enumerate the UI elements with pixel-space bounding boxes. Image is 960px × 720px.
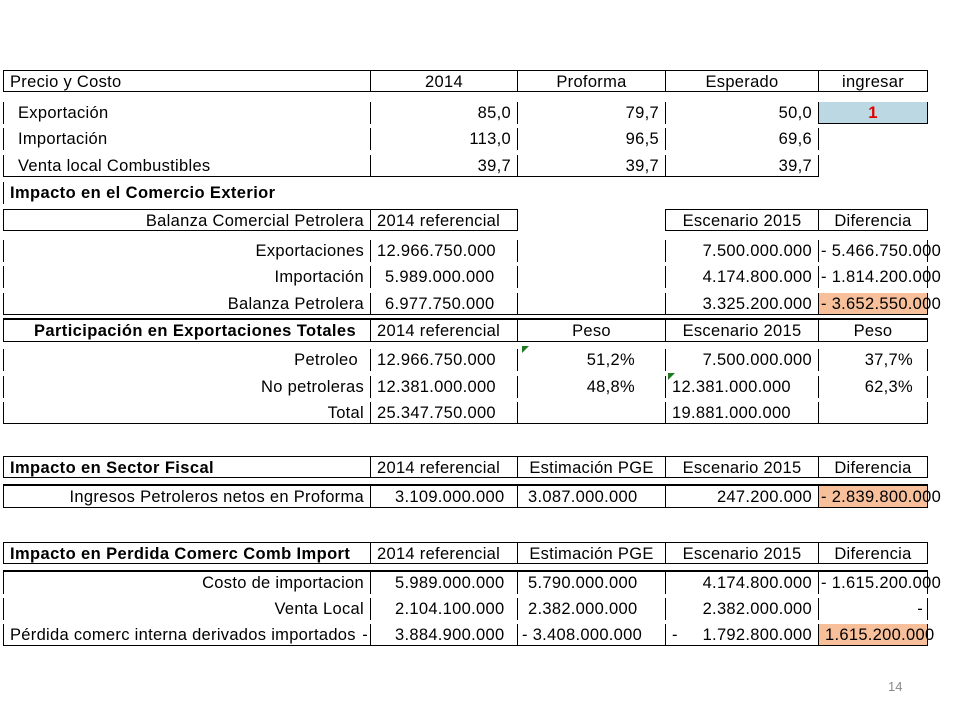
perdida-header-row xyxy=(3,542,928,564)
col-header-escenario: Escenario 2015 xyxy=(666,209,819,231)
table-row xyxy=(3,402,928,424)
perdida-title: Impacto en Perdida Comerc Comb Import xyxy=(3,542,371,564)
cell-value: 19.881.000.000 xyxy=(666,402,819,424)
table-row xyxy=(3,266,942,288)
cell-value-diferencia-highlight: 1.615.200.000 xyxy=(819,624,928,646)
comment-marker-icon xyxy=(668,373,675,380)
col-header-peso-2: Peso xyxy=(819,320,928,342)
col-header-estimacion-pge: Estimación PGE xyxy=(518,456,666,478)
col-header-ingresar: ingresar xyxy=(819,70,928,92)
cell-value: 25.347.750.000 xyxy=(371,402,518,424)
col-header-peso: Peso xyxy=(518,320,666,342)
col-header-escenario: Escenario 2015 xyxy=(666,542,819,564)
cell-value: 48,8% xyxy=(518,376,666,398)
row-label-venta-local: Venta Local xyxy=(3,598,371,620)
cell-value-diferencia-highlight: - 2.839.800.000 xyxy=(821,488,942,506)
table-row xyxy=(3,572,942,594)
row-label-no-petroleras: No petroleras xyxy=(3,376,371,398)
col-header-diferencia: Diferencia xyxy=(819,209,928,231)
row-label-exportacion: Exportación xyxy=(3,102,371,124)
row-label-ingresos-petroleros: Ingresos Petroleros netos en Proforma xyxy=(3,486,371,508)
precio-costo-title: Precio y Costo xyxy=(3,70,371,92)
balanza-header-label: Balanza Comercial Petrolera xyxy=(3,209,371,231)
cell-value: 69,6 xyxy=(666,128,819,150)
cell-value: 96,5 xyxy=(518,128,666,150)
cell-value: 39,7 xyxy=(518,155,666,177)
table-row xyxy=(3,240,942,262)
col-header-escenario: Escenario 2015 xyxy=(666,456,819,478)
row-label-perdida-comerc: Pérdida comerc interna derivados importados - xyxy=(3,624,371,646)
cell-value: 2.104.100.000 xyxy=(371,598,518,620)
cell-value: 50,0 xyxy=(666,102,819,124)
table-row xyxy=(3,102,928,124)
row-label-venta-local: Venta local Combustibles xyxy=(3,155,371,177)
row-label-balanza-petrolera: Balanza Petrolera xyxy=(3,293,371,315)
col-header-2014-ref: 2014 referencial xyxy=(371,320,518,342)
cell-value: 113,0 xyxy=(371,128,518,150)
sector-fiscal-title: Impacto en Sector Fiscal xyxy=(3,456,371,478)
table-row xyxy=(3,293,942,315)
col-header-escenario: Escenario 2015 xyxy=(666,320,819,342)
cell-value: 12.381.000.000 xyxy=(666,376,819,398)
section-divider xyxy=(3,484,928,486)
table-row xyxy=(3,486,942,508)
cell-value: 5.989.000.000 xyxy=(371,572,518,594)
row-label-total: Total xyxy=(3,402,371,424)
cell-value: 3.087.000.000 xyxy=(518,486,666,508)
comercio-title-row xyxy=(3,182,928,204)
row-label-costo-importacion: Costo de importacion xyxy=(3,572,371,594)
cell-value-diferencia: - 5.466.750.000 xyxy=(821,242,942,260)
cell-value: 12.966.750.000 xyxy=(371,240,518,262)
cell-value: 3.884.900.000 xyxy=(371,624,518,646)
cell-value: 37,7% xyxy=(819,349,928,371)
cell-value: 2.382.000.000 xyxy=(666,598,819,620)
cell-value: - 3.408.000.000 xyxy=(518,624,666,646)
cell-value-diferencia: - 1.615.200.000 xyxy=(821,574,942,592)
cell-value: 247.200.000 xyxy=(666,486,819,508)
col-header-diferencia: Diferencia xyxy=(819,456,928,478)
table-row xyxy=(3,376,928,398)
empty-cell xyxy=(518,209,666,231)
section-divider xyxy=(3,318,928,320)
cell-value: - 1.792.800.000 xyxy=(666,624,819,646)
cell-value-diferencia: - xyxy=(819,598,928,620)
precio-costo-header-row xyxy=(3,70,928,92)
row-label-importacion: Importación xyxy=(3,266,371,288)
fiscal-header-row xyxy=(3,456,928,478)
cell-value: 79,7 xyxy=(518,102,666,124)
col-header-2014-ref: 2014 referencial xyxy=(371,456,518,478)
table-row xyxy=(3,624,935,646)
col-header-estimacion-pge: Estimación PGE xyxy=(518,542,666,564)
col-header-2014: 2014 xyxy=(371,70,518,92)
cell-value-diferencia: - 1.814.200.000 xyxy=(821,268,942,286)
cell-value-diferencia-highlight: - 3.652.550.000 xyxy=(821,295,942,313)
col-header-esperado: Esperado xyxy=(666,70,819,92)
row-label-exportaciones: Exportaciones xyxy=(3,240,371,262)
cell-value: 3.109.000.000 xyxy=(371,486,518,508)
cell-value: 4.174.800.000 xyxy=(666,572,819,594)
col-header-2014-ref: 2014 referencial xyxy=(371,209,518,231)
ingresar-input-cell[interactable]: 1 xyxy=(819,102,928,124)
cell-value: 5.790.000.000 xyxy=(518,572,666,594)
cell-value: 39,7 xyxy=(371,155,518,177)
participacion-title: Participación en Exportaciones Totales xyxy=(3,320,371,342)
table-row xyxy=(3,128,819,150)
col-header-2014-ref: 2014 referencial xyxy=(371,542,518,564)
col-header-diferencia: Diferencia xyxy=(819,542,928,564)
participacion-header-row xyxy=(3,320,928,342)
cell-value: 12.966.750.000 xyxy=(371,349,518,371)
cell-value: 7.500.000.000 xyxy=(666,349,819,371)
cell-value: 85,0 xyxy=(371,102,518,124)
cell-value: 6.977.750.000 xyxy=(371,293,518,315)
cell-value: 62,3% xyxy=(819,376,928,398)
cell-value: 7.500.000.000 xyxy=(666,240,819,262)
cell-value: 5.989.000.000 xyxy=(371,266,518,288)
balanza-header-row xyxy=(3,209,928,231)
cell-value: 12.381.000.000 xyxy=(371,376,518,398)
comment-marker-icon xyxy=(522,346,529,353)
row-label-petroleo: Petroleo xyxy=(3,349,371,371)
page-number: 14 xyxy=(888,679,903,694)
col-header-proforma: Proforma xyxy=(518,70,666,92)
cell-value: 51,2% xyxy=(518,349,666,371)
cell-value: 2.382.000.000 xyxy=(518,598,666,620)
comercio-exterior-title: Impacto en el Comercio Exterior xyxy=(3,182,371,204)
table-row xyxy=(3,155,819,177)
table-row xyxy=(3,349,928,371)
table-row xyxy=(3,598,928,620)
row-label-importacion: Importación xyxy=(3,128,371,150)
cell-value: 3.325.200.000 xyxy=(666,293,819,315)
cell-value: 4.174.800.000 xyxy=(666,266,819,288)
cell-value: 39,7 xyxy=(666,155,819,177)
